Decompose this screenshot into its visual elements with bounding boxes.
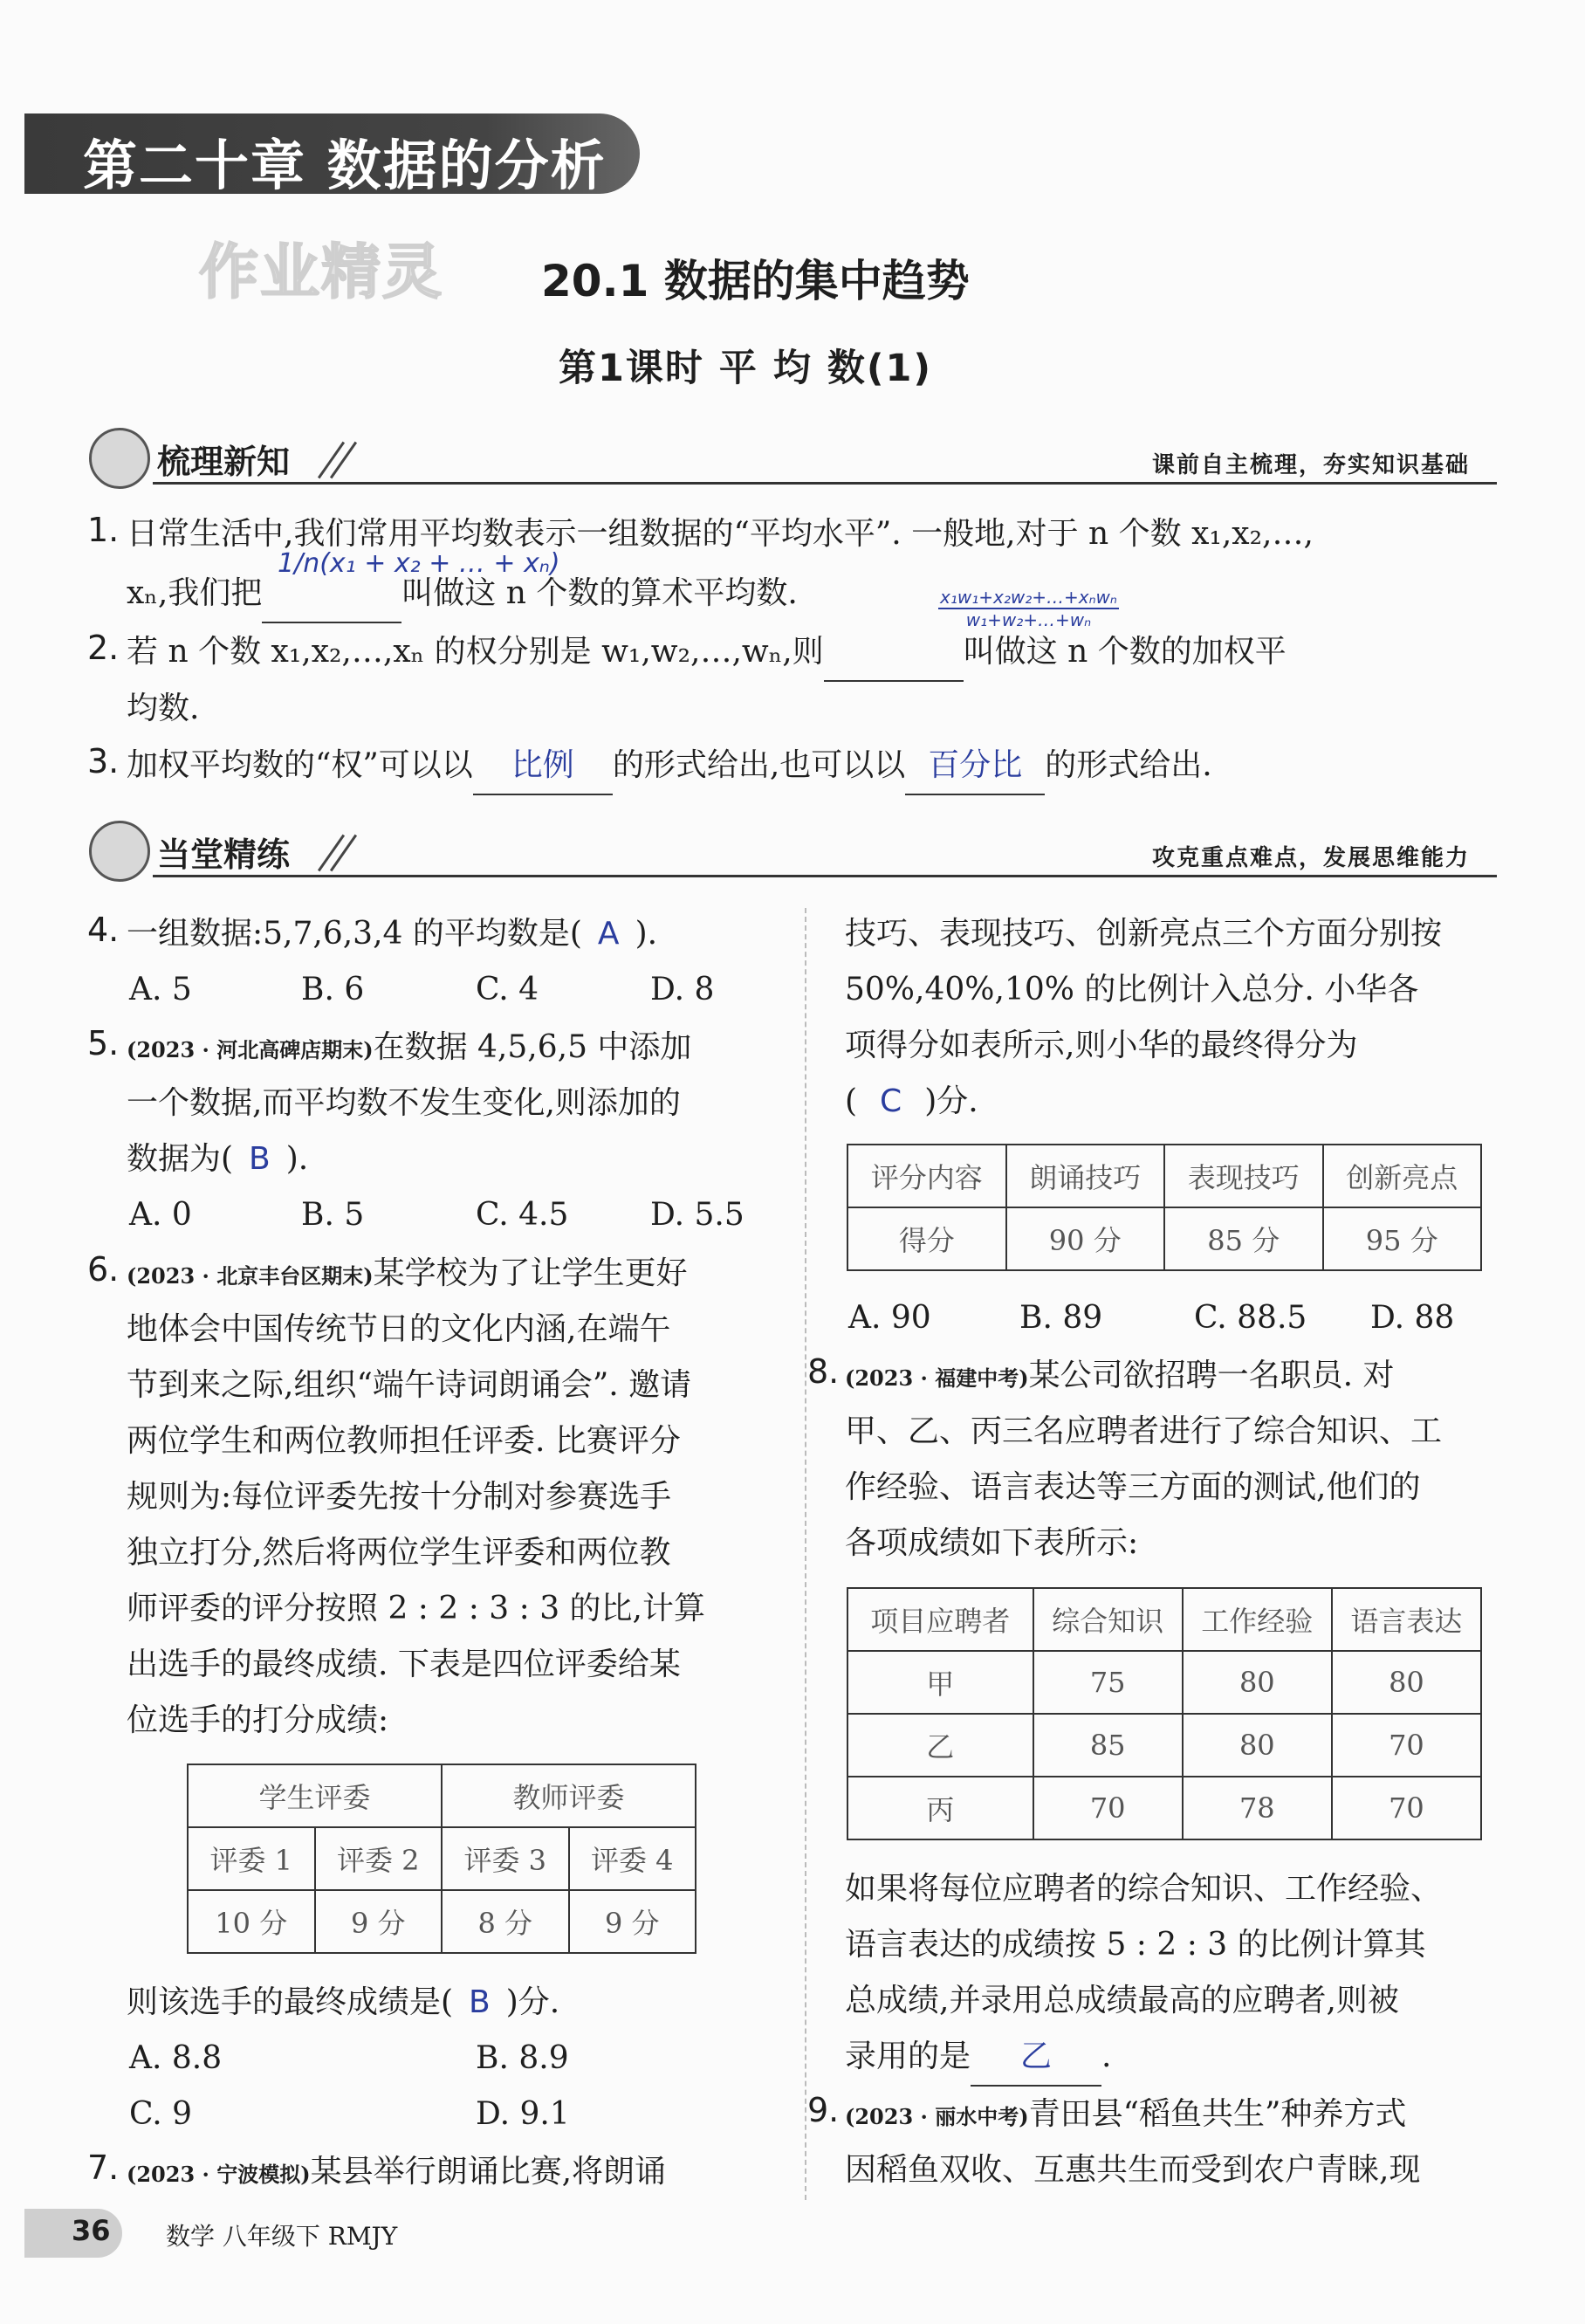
q6-ask-b: )分. [505,1984,560,2020]
q3-blank-2[interactable] [905,738,1045,795]
q2-answer-numerator: x₁w₁+x₂w₂+…+xₙwₙ [940,587,1117,608]
q5-line3 [127,1131,308,1187]
q6-option-c[interactable]: C. 9 [129,2096,193,2132]
q8-header-1: 项目应聘者 [847,1588,1033,1651]
section-note-practice: 攻克重点难点，发展思维能力 [1152,845,1471,871]
q5-option-a[interactable]: A. 0 [129,1197,192,1233]
q5-line2: 一个数据,而平均数不发生变化,则添加的 [127,1085,681,1121]
q6-judge-3: 评委 3 [442,1827,569,1890]
q3-line [127,738,1212,795]
q8-line2: 甲、乙、丙三名应聘者进行了综合知识、工 [845,1413,1443,1449]
q3-blank-1[interactable] [473,738,613,795]
q4-option-d[interactable]: D. 8 [650,972,715,1007]
q6-judge-1: 评委 1 [188,1827,315,1890]
q6-line3: 节到来之际,组织“端午诗词朗诵会”. 邀请 [127,1367,692,1403]
section-note-review: 课前自主梳理，夯实知识基础 [1152,452,1471,478]
section-divider [153,875,1497,877]
q5-option-d[interactable]: D. 5.5 [650,1197,744,1233]
q8-after-line3: 总成绩,并录用总成绩最高的应聘者,则被 [845,1983,1399,2018]
q5-line1 [127,1020,691,1078]
q2-line1 [127,624,1287,682]
q6-line6: 独立打分,然后将两位学生评委和两位教 [127,1535,671,1571]
q8-cell: 75 [1033,1651,1183,1714]
q8-cell: 乙 [847,1714,1033,1777]
q7-header-2: 朗诵技巧 [1006,1145,1165,1207]
q7-option-b[interactable]: B. 89 [1019,1300,1103,1336]
q8-cell: 70 [1332,1714,1481,1777]
q6-line4: 两位学生和两位教师担任评委. 比赛评分 [127,1423,681,1459]
q4-option-a[interactable]: A. 5 [129,972,192,1007]
q7-option-d[interactable]: D. 88 [1370,1300,1455,1336]
q4-answer: A [597,916,620,952]
q8-number: 8. [807,1352,840,1391]
brain-icon [89,428,150,489]
q4-stem [127,906,657,962]
q8-line1-text: 某公司欲招聘一名职员. 对 [1028,1358,1395,1393]
q8-cell: 70 [1033,1777,1183,1839]
q6-line5: 规则为:每位评委先按十分制对参赛选手 [127,1479,672,1515]
q6-judge-2: 评委 2 [315,1827,443,1890]
q6-line7: 师评委的评分按照 2 : 2 : 3 : 3 的比,计算 [127,1591,705,1626]
q8-blank[interactable] [971,2029,1101,2087]
q6-group-students: 学生评委 [188,1764,442,1827]
q6-answer: B [469,1984,491,2020]
q3-number: 3. [87,742,120,780]
q1-line1: 日常生活中,我们常用平均数表示一组数据的“平均水平”. 一般地,对于 n 个数 x₁,x₂,…, [127,516,1314,552]
q7-cell-1: 得分 [847,1207,1006,1270]
q2-line1-a: 若 n 个数 x₁,x₂,…,xₙ 的权分别是 w₁,w₂,…,wₙ,则 [127,634,824,670]
q8-cell: 70 [1332,1777,1481,1839]
q7-line1 [127,2144,666,2203]
q2-line1-b: 叫做这 n 个数的加权平 [963,634,1287,670]
q2-blank[interactable] [824,624,964,682]
q7-header-3: 表现技巧 [1164,1145,1323,1207]
q9-line2: 因稻鱼双收、互惠共生而受到农户青睐,现 [845,2152,1421,2188]
q6-judge-4: 评委 4 [569,1827,696,1890]
q6-score-2: 9 分 [315,1890,443,1953]
q8-line4: 各项成绩如下表所示: [845,1525,1139,1561]
q5-source: (2023 · 河北高碑店期末) [127,1037,374,1062]
q7-option-c[interactable]: C. 88.5 [1194,1300,1307,1336]
q8-last-a: 录用的是 [845,2039,971,2074]
q7-header-1: 评分内容 [847,1145,1006,1207]
q8-header-4: 语言表达 [1332,1588,1481,1651]
q5-line3-a: 数据为( [127,1141,234,1177]
q6-option-b[interactable]: B. 8.9 [476,2040,569,2076]
q8-last-b: . [1101,2039,1112,2074]
chapter-title: 第二十章 数据的分析 [83,134,607,197]
q6-ask-a: 则该选手的最终成绩是( [127,1984,454,2020]
q6-score-table [187,1764,696,1954]
q7-option-a[interactable]: A. 90 [848,1300,931,1336]
section-header-review: 梳理新知 [157,443,291,481]
q7-cell-3: 85 分 [1164,1207,1323,1270]
q6-line2: 地体会中国传统节日的文化内涵,在端午 [127,1311,671,1347]
q7-answer: C [880,1083,902,1119]
section-divider [153,482,1497,485]
book-info: 数学 八年级下 RMJY [166,2222,398,2251]
table-row [847,1777,1481,1839]
robot-icon [89,821,150,882]
q7-ask-a: ( [845,1083,858,1119]
q6-group-teachers: 教师评委 [442,1764,696,1827]
table-row [188,1827,696,1890]
q7-score-table [847,1144,1482,1271]
q5-line3-b: ). [285,1141,309,1177]
q5-line1-text: 在数据 4,5,6,5 中添加 [373,1029,692,1065]
q6-line8: 出选手的最终成绩. 下表是四位评委给某 [127,1647,681,1682]
column-divider [805,908,808,2200]
q8-line1 [845,1348,1394,1406]
q6-score-3: 8 分 [442,1890,569,1953]
q3-b: 的形式给出,也可以以 [612,747,906,783]
q6-source: (2023 · 北京丰台区期末) [127,1263,374,1289]
section-title: 20.1 数据的集中趋势 [541,256,970,306]
q6-number: 6. [87,1250,120,1289]
q7-source: (2023 · 宁波模拟) [127,2162,311,2187]
q5-option-b[interactable]: B. 5 [301,1197,365,1233]
q6-score-4: 9 分 [569,1890,696,1953]
q5-number: 5. [87,1024,120,1062]
q6-score-1: 10 分 [188,1890,315,1953]
q8-after-line1: 如果将每位应聘者的综合知识、工作经验、 [845,1871,1443,1907]
q8-line3: 作经验、语言表达等三方面的测试,他们的 [845,1469,1421,1505]
table-row [847,1588,1481,1651]
q8-score-table [847,1587,1482,1840]
q3-a: 加权平均数的“权”可以以 [127,747,473,783]
q7-cell-2: 90 分 [1006,1207,1165,1270]
q8-cell: 甲 [847,1651,1033,1714]
q7-right-line3: 项得分如表所示,则小华的最终得分为 [845,1028,1358,1063]
q7-cell-4: 95 分 [1323,1207,1482,1270]
q9-source: (2023 · 丽水中考) [845,2104,1029,2129]
q2-answer-denominator: w₁+w₂+…+wₙ [965,609,1092,630]
q4-option-b[interactable]: B. 6 [301,972,365,1007]
q2-number: 2. [87,629,120,667]
q8-source: (2023 · 福建中考) [845,1365,1029,1391]
q3-c: 的形式给出. [1045,747,1212,783]
table-row [188,1764,696,1827]
q5-answer: B [249,1141,271,1177]
q9-line1 [845,2087,1406,2145]
q8-cell: 丙 [847,1777,1033,1839]
q4-number: 4. [87,911,120,949]
q2-line2: 均数. [127,691,200,726]
lesson-title: 第1课时 平 均 数(1) [559,347,933,390]
q4-stem-b: ). [635,916,658,952]
q8-cell: 78 [1183,1777,1332,1839]
q9-line1-text: 青田县“稻鱼共生”种养方式 [1028,2096,1407,2132]
table-row [847,1714,1481,1777]
q6-line1 [127,1246,688,1304]
q6-option-d[interactable]: D. 9.1 [476,2096,570,2132]
q6-line1-text: 某学校为了让学生更好 [373,1255,688,1291]
q3-answer-2: 百分比 [928,747,1023,783]
q7-right-line2: 50%,40%,10% 的比例计入总分. 小华各 [845,972,1419,1007]
q7-line1-text: 某县举行朗诵比赛,将朗诵 [310,2154,667,2190]
table-row [847,1651,1481,1714]
section-header-practice: 当堂精练 [157,835,291,874]
q3-answer-1: 比例 [511,747,574,783]
q7-ask [845,1074,978,1130]
q4-stem-a: 一组数据:5,7,6,3,4 的平均数是( [127,916,582,952]
q8-answer: 乙 [1020,2039,1053,2074]
q9-number: 9. [807,2091,840,2129]
q5-option-c[interactable]: C. 4.5 [476,1197,569,1233]
page-number: 36 [72,2214,111,2247]
q8-last [845,2029,1111,2087]
q7-number: 7. [87,2149,120,2187]
q6-line9: 位选手的打分成绩: [127,1702,389,1738]
watermark: 作业精灵 [199,238,444,307]
table-row [188,1890,696,1953]
q1-number: 1. [87,511,120,549]
table-row [847,1145,1481,1207]
q7-right-line1: 技巧、表现技巧、创新亮点三个方面分别按 [845,916,1443,952]
q8-header-2: 综合知识 [1033,1588,1183,1651]
q8-after-line2: 语言表达的成绩按 5 : 2 : 3 的比例计算其 [845,1927,1426,1963]
table-row [847,1207,1481,1270]
q1-answer: 1/n(x₁ + x₂ + … + xₙ) [278,548,560,579]
q8-cell: 85 [1033,1714,1183,1777]
q8-cell: 80 [1332,1651,1481,1714]
q8-header-3: 工作经验 [1183,1588,1332,1651]
q2-answer-fraction [938,587,1119,630]
q8-cell: 80 [1183,1651,1332,1714]
q6-option-a[interactable]: A. 8.8 [129,2040,223,2076]
q1-line2-b: 叫做这 n 个数的算术平均数. [401,575,798,611]
q7-header-4: 创新亮点 [1323,1145,1482,1207]
q6-ask [127,1975,559,2031]
q1-line2-a: xₙ,我们把 [127,575,263,611]
q7-ask-b: )分. [924,1083,978,1119]
q4-option-c[interactable]: C. 4 [476,972,539,1007]
q8-cell: 80 [1183,1714,1332,1777]
